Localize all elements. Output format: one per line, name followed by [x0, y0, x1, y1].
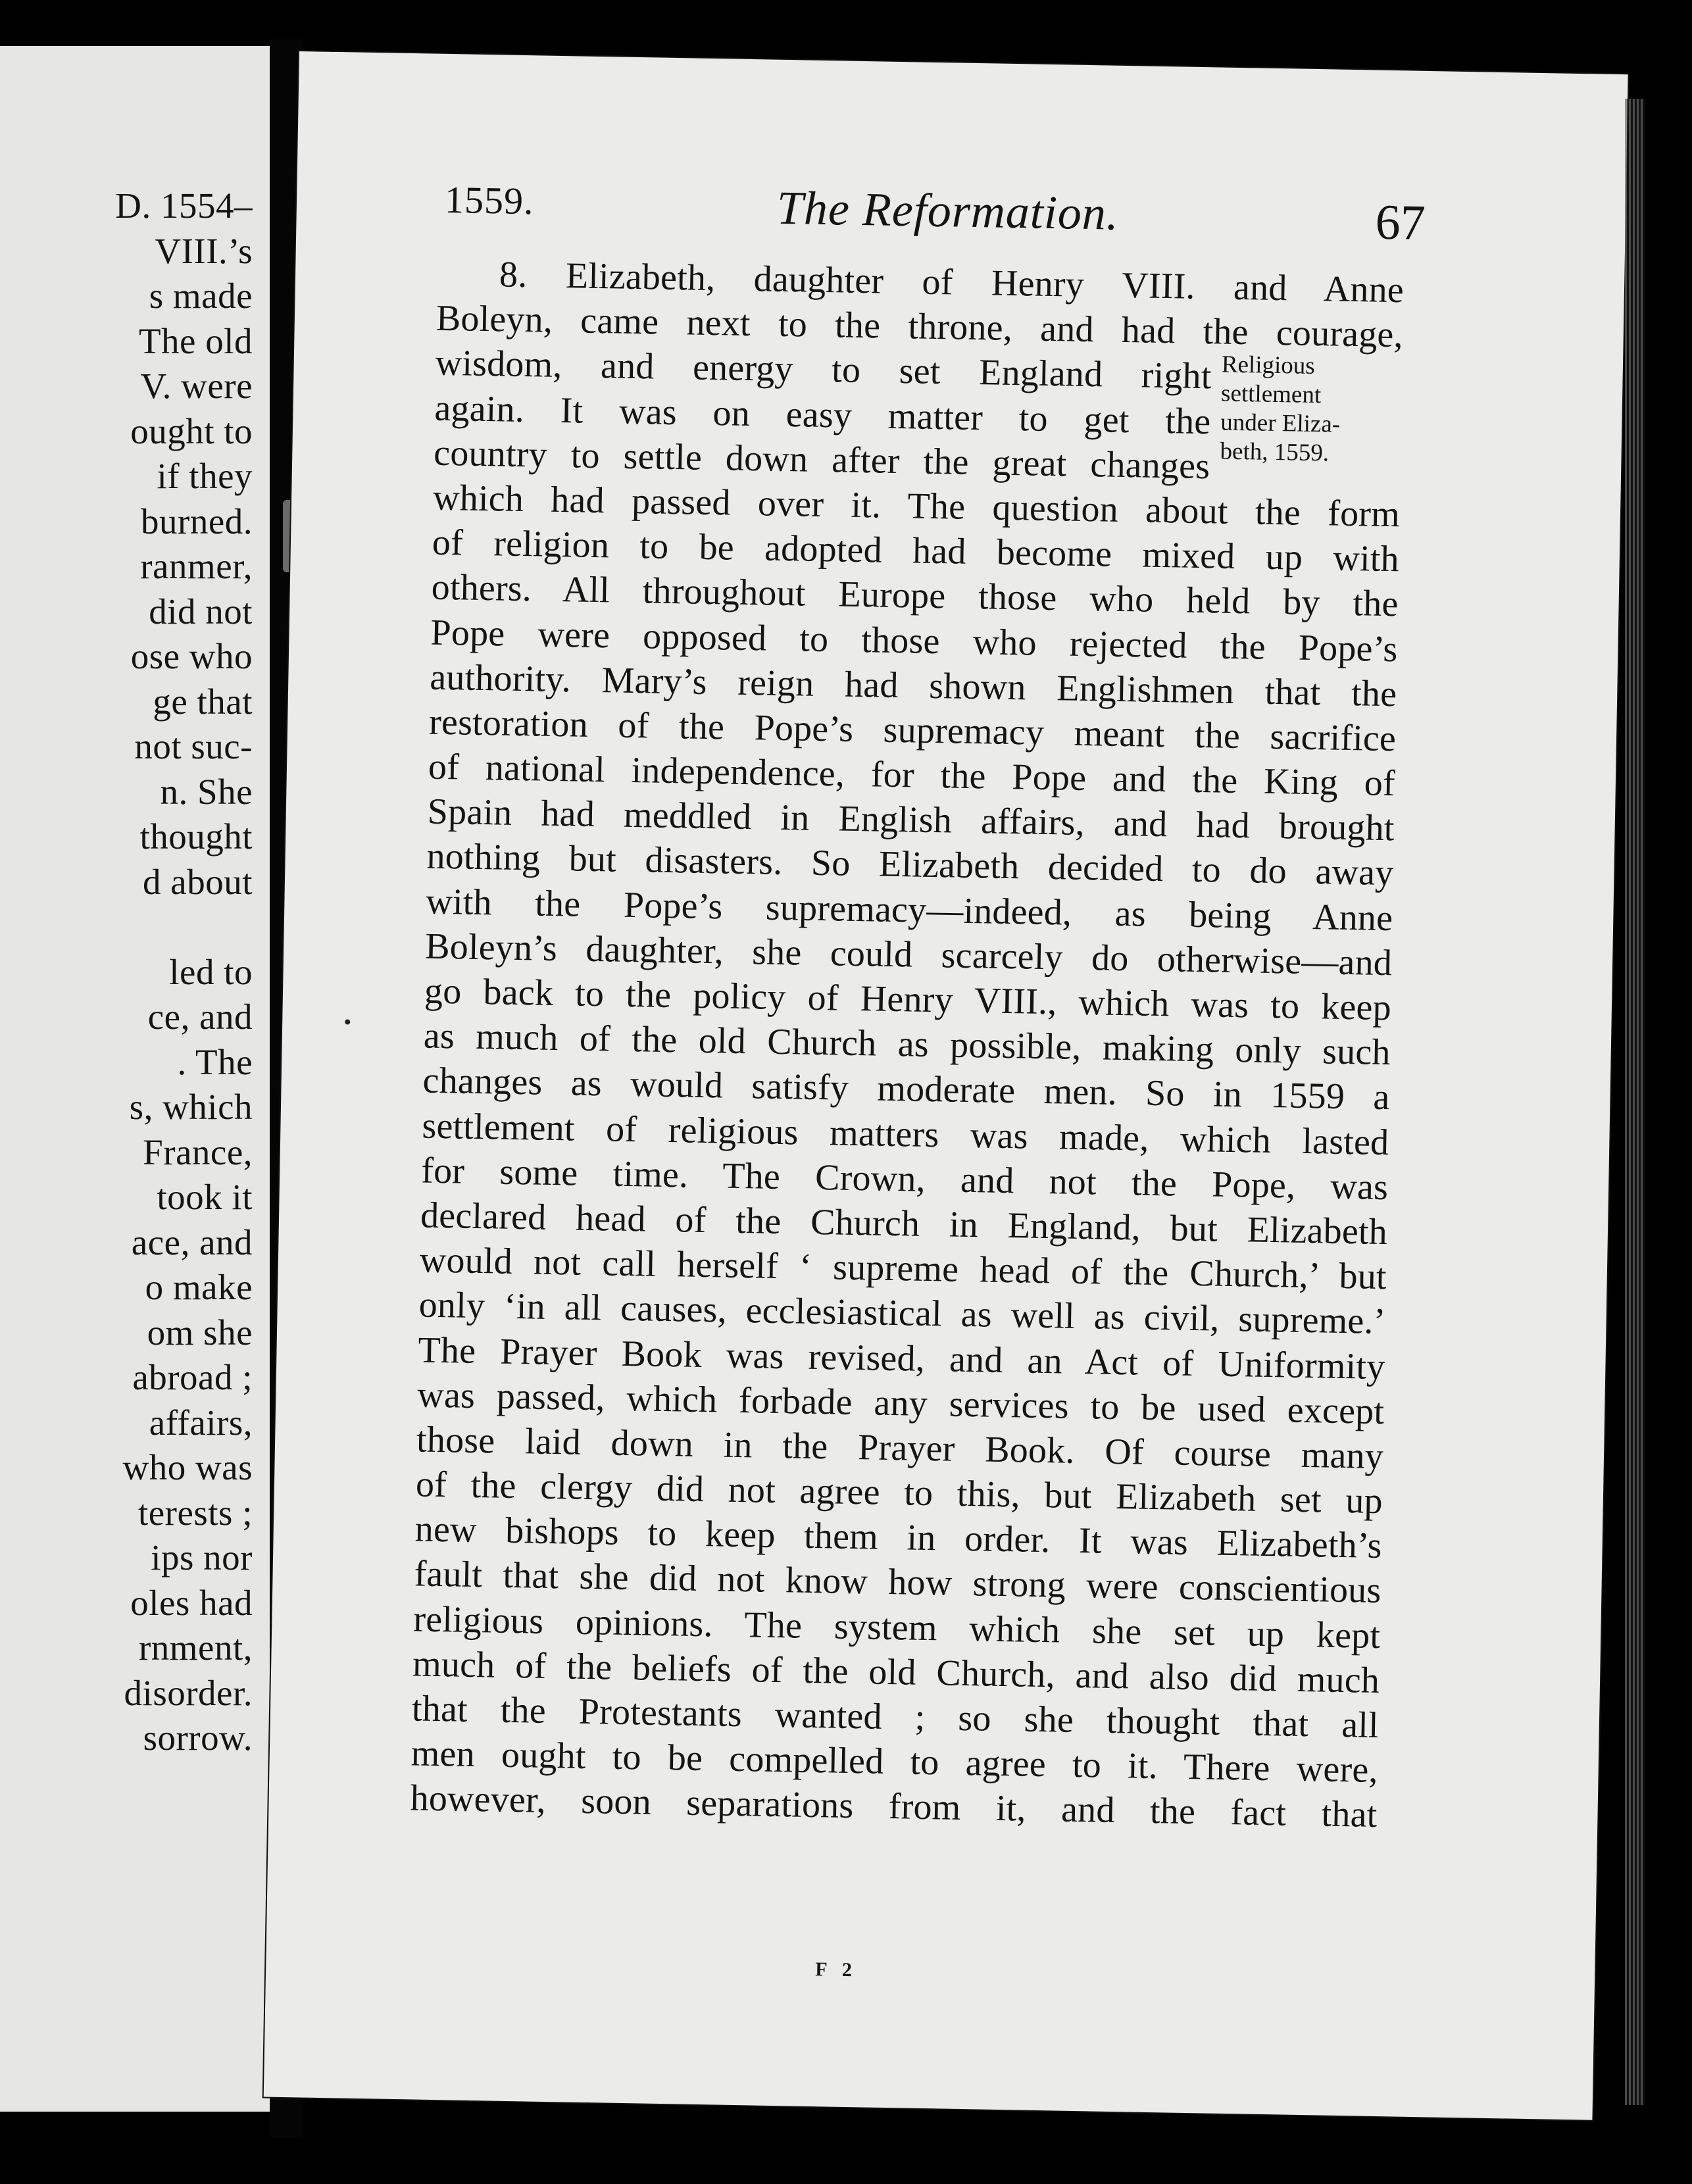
text-line: Spain had meddled in English affairs, and had brought — [427, 791, 1395, 849]
left-page-line: VIII.’s — [155, 230, 253, 271]
left-page-line: ose who — [130, 636, 253, 676]
left-page-line: led to — [169, 951, 253, 992]
text-line: country to settle down after the great changes — [433, 432, 1210, 487]
left-page-line: if they — [157, 456, 253, 496]
text-line: those laid down in the Prayer Book. Of course many — [416, 1419, 1384, 1477]
running-head-year: 1559. — [444, 178, 535, 223]
left-page-line: d about — [143, 861, 253, 902]
text-line: others. All throughout Europe those who held by the — [431, 566, 1399, 625]
text-line: 8. Elizabeth, daughter of Henry VIII. and Anne — [499, 254, 1405, 311]
left-page-line: took it — [157, 1177, 253, 1217]
left-page-line: The old — [138, 320, 253, 361]
text-line: go back to the policy of Henry VIII., which was to keep — [424, 970, 1392, 1029]
left-page-line: ips nor — [151, 1537, 253, 1577]
left-page-line: s made — [149, 276, 253, 316]
previous-page-fragment — [0, 46, 270, 2112]
left-page-line: thought — [139, 816, 253, 856]
text-line: The Prayer Book was revised, and an Act of Uniformity — [418, 1329, 1385, 1387]
left-page-line: o make — [145, 1267, 253, 1307]
left-page-line: France, — [143, 1131, 253, 1172]
text-line: religious opinions. The system which she set up kept — [412, 1599, 1381, 1656]
left-page-line: V. were — [140, 366, 253, 406]
text-line: with the Pope’s supremacy—indeed, as being Anne — [425, 881, 1393, 939]
text-line: much of the beliefs of the old Church, and also did much — [412, 1643, 1380, 1701]
text-line: Boleyn, came next to the throne, and had the courage, — [435, 297, 1404, 356]
left-page-line: oles had — [130, 1582, 253, 1623]
running-head — [296, 175, 1626, 251]
left-page-line: D. 1554– — [115, 186, 253, 226]
left-page-line: did not — [149, 591, 253, 632]
text-line: restoration of the Pope’s supremacy meant the sacrifice — [428, 701, 1397, 760]
left-page-line: ce, and — [147, 997, 253, 1037]
text-line: would not call herself ‘ supreme head of the Church,’ but — [419, 1239, 1387, 1298]
text-line: that the Protestants wanted ; so she thought that all — [411, 1688, 1380, 1747]
text-line: was passed, which forbade any services to be used except — [416, 1374, 1385, 1432]
text-line: changes as would satisfy moderate men. So in 1559 a — [422, 1060, 1391, 1118]
text-line: for some time. The Crown, and not the Pope, was — [420, 1150, 1389, 1208]
marginal-note-line: settlement — [1220, 380, 1322, 409]
body-text — [410, 251, 1404, 1838]
text-line: of religion to be adopted had become mixed up with — [432, 522, 1400, 580]
left-page-line: disorder. — [124, 1672, 253, 1713]
text-line: Boleyn’s daughter, she could scarcely do otherwise—and — [424, 926, 1393, 984]
left-page-line: sorrow. — [143, 1718, 253, 1758]
running-head-title: The Reformation. — [776, 181, 1120, 240]
text-line: only ‘in all causes, ecclesiastical as well as civil, supreme.’ — [418, 1284, 1387, 1343]
left-page-line: ought to — [130, 410, 253, 451]
left-page-line: ace, and — [131, 1222, 253, 1262]
text-line: nothing but disasters. So Elizabeth decided to do away — [426, 836, 1394, 894]
text-line: of the clergy did not agree to this, but Elizabeth set up — [415, 1464, 1383, 1522]
book-page — [264, 51, 1628, 2120]
left-page-line: rnment, — [138, 1627, 253, 1668]
text-line: men ought to be compelled to agree to it. There were, — [411, 1733, 1379, 1791]
left-page-line: . The — [177, 1041, 253, 1082]
marginal-note-line: under Eliza- — [1220, 409, 1341, 438]
marginal-note-line: Religious — [1221, 351, 1316, 380]
text-line: which had passed over it. The question about the form — [432, 477, 1401, 535]
left-page-line: terests ; — [137, 1492, 253, 1533]
ink-speck — [345, 1019, 350, 1024]
text-line: settlement of religious matters was made, which lasted — [421, 1105, 1389, 1163]
left-page-line: not suc- — [134, 726, 253, 766]
marginal-note — [1220, 351, 1399, 470]
text-line: Pope were opposed to those who rejected the Pope’s — [430, 612, 1398, 670]
left-page-line: abroad ; — [132, 1357, 253, 1397]
left-page-line: ge that — [153, 681, 253, 722]
left-page-line: n. She — [160, 771, 253, 812]
left-page-line: who was — [122, 1447, 253, 1487]
text-line: of national independence, for the Pope and the King of — [428, 746, 1396, 805]
text-line: new bishops to keep them in order. It was Elizabeth’s — [414, 1508, 1383, 1567]
left-page-line: affairs, — [149, 1402, 253, 1443]
left-page-line: ranmer, — [140, 546, 253, 586]
page-number: 67 — [1374, 194, 1426, 251]
text-line: wisdom, and energy to set England right — [435, 343, 1212, 397]
left-page-line: s, which — [129, 1087, 253, 1127]
left-page-line: om she — [147, 1312, 253, 1353]
page-stack-edge — [1625, 99, 1645, 2105]
marginal-note-line: beth, 1559. — [1220, 437, 1330, 467]
text-line: authority. Mary’s reign had shown Englishmen that the — [429, 657, 1397, 714]
printer-signature-mark: F 2 — [814, 1958, 858, 1981]
text-line: fault that she did not know how strong were conscientious — [414, 1553, 1381, 1612]
left-page-line: burned. — [141, 501, 253, 541]
text-line: as much of the old Church as possible, making only such — [423, 1015, 1391, 1074]
text-line: again. It was on easy matter to get the — [434, 387, 1211, 442]
text-line: declared head of the Church in England, but Elizabeth — [420, 1195, 1388, 1253]
text-line: however, soon separations from it, and the fact that — [410, 1777, 1378, 1836]
